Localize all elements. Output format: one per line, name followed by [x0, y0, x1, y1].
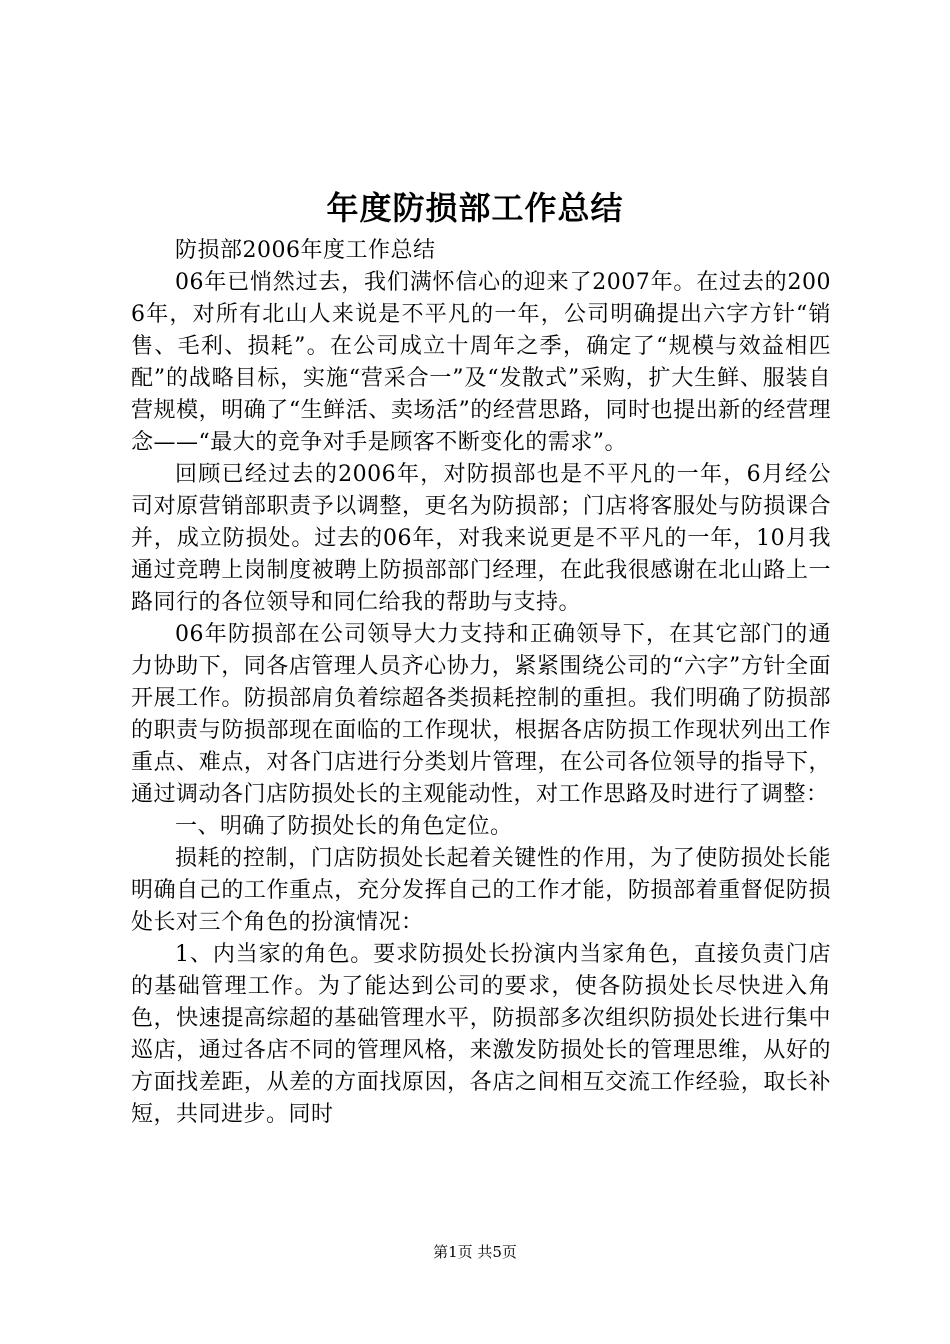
document-body — [131, 235, 831, 1131]
paragraph: 回顾已经过去的2006年，对防损部也是不平凡的一年，6月经公司对原营销部职责予以调整，更名为防损部；门店将客服处与防损课合并，成立防损处。过去的06年，对我来说更是不平凡的一年，10月我通过竞聘上岗制度被聘上防损部部门经理，在此我很感谢在北山路上一路同行的各位领导和同仁给我的帮助与支持。 — [131, 462, 831, 615]
paragraph: 06年防损部在公司领导大力支持和正确领导下，在其它部门的通力协助下，同各店管理人员齐心协力，紧紧围绕公司的“六字”方针全面开展工作。防损部肩负着综超各类损耗控制的重担。我们明确了防损部的职责与防损部现在面临的工作现状，根据各店防损工作现状列出工作重点、难点，对各门店进行分类划片管理，在公司各位领导的指导下，通过调动各门店防损处长的主观能动性，对工作思路及时进行了调整： — [131, 622, 831, 807]
paragraph: 损耗的控制，门店防损处长起着关键性的作用，为了使防损处长能明确自己的工作重点，充分发挥自己的工作才能，防损部着重督促防损处长对三个角色的扮演情况： — [131, 846, 831, 935]
paragraph: 1、内当家的角色。要求防损处长扮演内当家角色，直接负责门店的基础管理工作。为了能达到公司的要求，使各防损处长尽快进入角色，快速提高综超的基础管理水平，防损部多次组织防损处长进行集中巡店，通过各店不同的管理风格，来激发防损处长的管理思维，从好的方面找差距，从差的方面找原因，各店之间相互交流工作经验，取长补短，共同进步。同时 — [131, 942, 831, 1127]
document-title: 年度防损部工作总结 — [326, 189, 624, 227]
section-heading: 一、明确了防损处长的角色定位。 — [175, 814, 513, 839]
paragraph: 06年已悄然过去，我们满怀信心的迎来了2007年。在过去的2006年，对所有北山人来说是不平凡的一年，公司明确提出六字方针“销售、毛利、损耗”。在公司成立十周年之季，确定了“规模与效益相匹配”的战略目标，实施“营采合一”及“发散式”采购，扩大生鲜、服装自营规模，明确了“生鲜活、卖场活”的经营思路，同时也提出新的经营理念——“最大的竞争对手是顾客不断变化的需求”。 — [131, 270, 831, 455]
subtitle-paragraph: 防损部2006年度工作总结 — [175, 238, 436, 263]
page-number-footer: 第1页 共5页 — [433, 1243, 517, 1261]
